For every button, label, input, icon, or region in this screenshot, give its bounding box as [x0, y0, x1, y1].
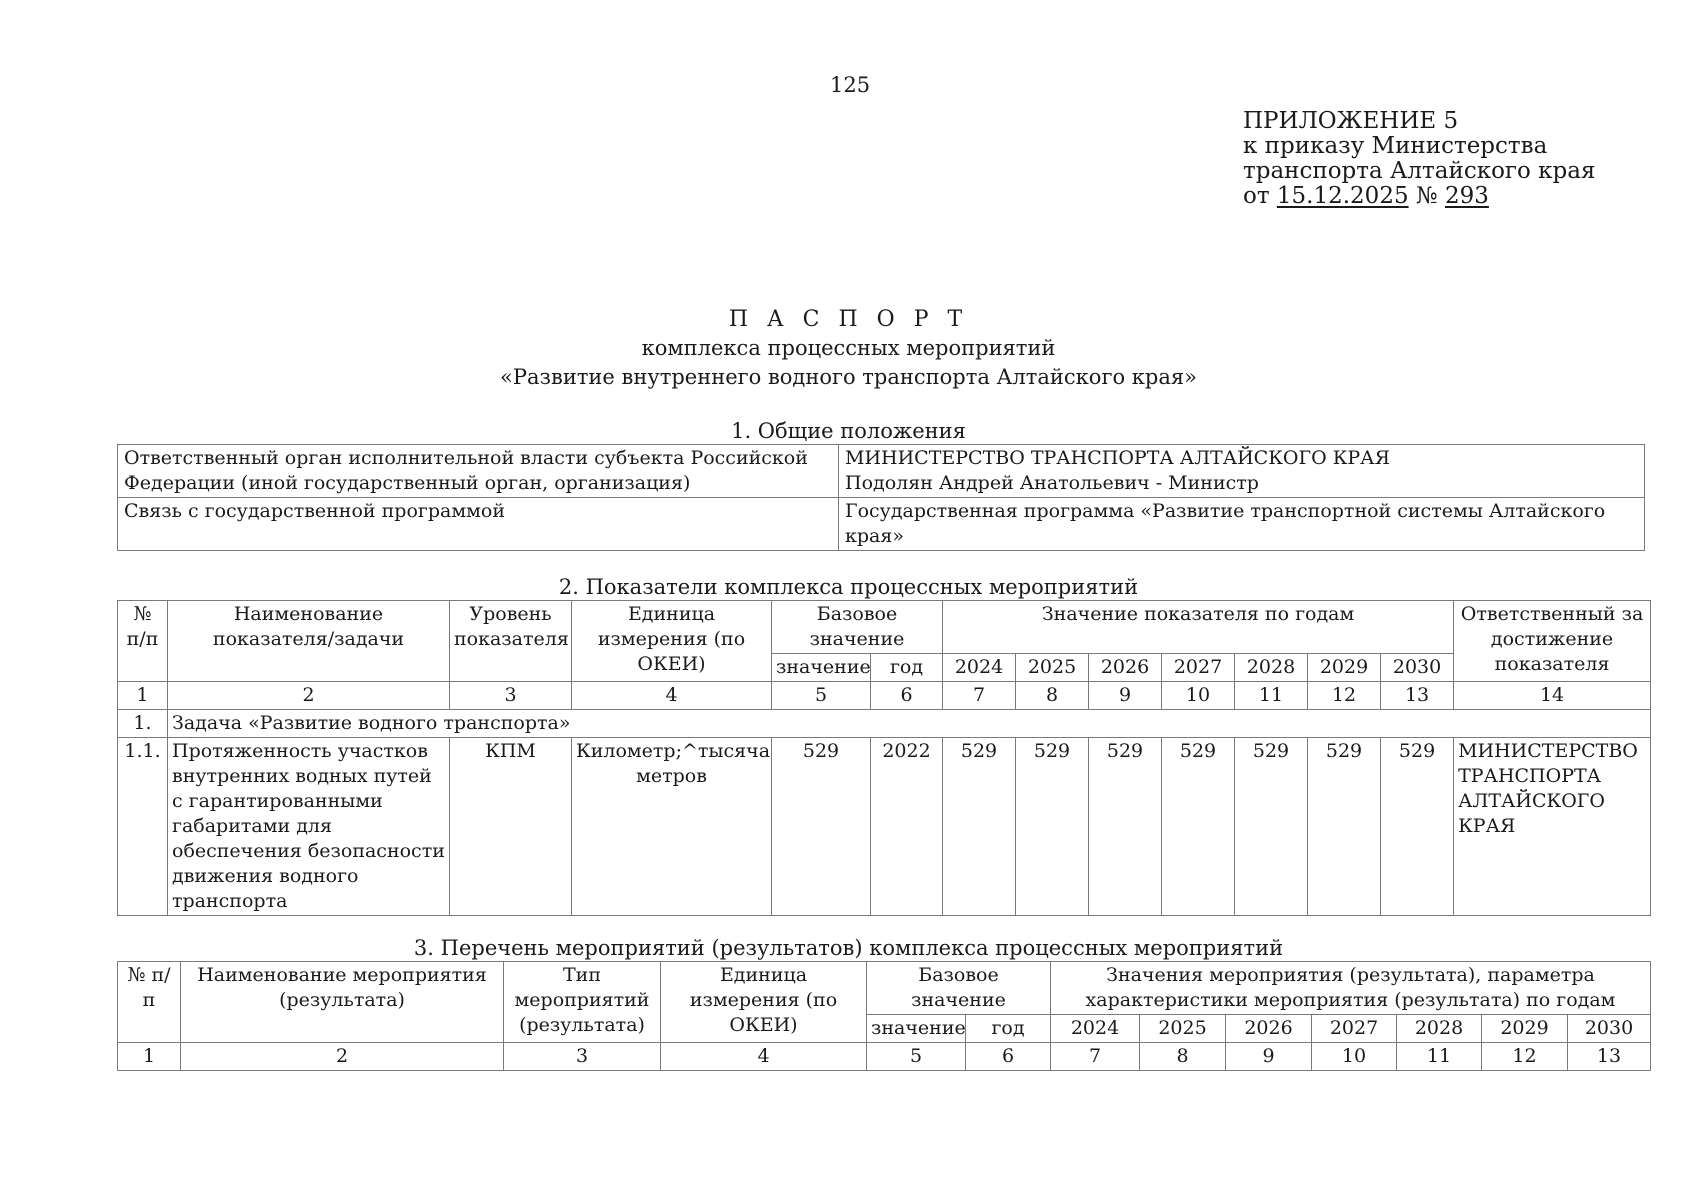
col-header: Значение показателя по годам — [943, 601, 1454, 654]
section3-heading: 3. Перечень мероприятий (результатов) комплекса процессных мероприятий — [413, 936, 1284, 960]
year-header: 2028 — [1235, 654, 1308, 682]
col-number-row — [118, 682, 1651, 710]
year-header: 2029 — [1308, 654, 1381, 682]
header-row — [118, 962, 1651, 1015]
col-header: значение — [867, 1015, 966, 1043]
col-header: Единица измерения (по ОКЕИ) — [572, 601, 772, 682]
year-header: 2024 — [943, 654, 1016, 682]
header-row — [118, 601, 1651, 654]
col-header: год — [871, 654, 943, 682]
row-label: Связь с государственной программой — [118, 498, 839, 551]
col-number: 3 — [504, 1043, 661, 1071]
activities-table — [117, 961, 1651, 1071]
task-row — [118, 710, 1651, 738]
year-value: 529 — [1089, 738, 1162, 916]
number-sign: № — [1415, 183, 1438, 209]
row-value: Государственная программа «Развитие транспортной системы Алтайского края» — [839, 498, 1645, 551]
year-value: 529 — [1162, 738, 1235, 916]
col-number: 6 — [871, 682, 943, 710]
date-prefix: от — [1243, 183, 1270, 209]
col-number: 12 — [1308, 682, 1381, 710]
responsible-org: МИНИСТЕРСТВО ТРАНСПОРТА АЛТАЙСКОГО КРАЯ — [845, 447, 1390, 469]
table-row — [118, 445, 1645, 498]
col-header: значение — [772, 654, 871, 682]
year-value: 529 — [1235, 738, 1308, 916]
col-number: 8 — [1140, 1043, 1226, 1071]
year-header: 2025 — [1140, 1015, 1226, 1043]
col-header: Значения мероприятия (результата), параметра характеристики мероприятия (результата) по годам — [1051, 962, 1651, 1015]
col-number: 1 — [118, 1043, 181, 1071]
year-header: 2026 — [1089, 654, 1162, 682]
year-value: 529 — [1016, 738, 1089, 916]
indicator-name: Протяженность участков внутренних водных путей с гарантированными габаритами для обеспечения безопасности движения водного транспорта — [168, 738, 450, 916]
col-number-row — [118, 1043, 1651, 1071]
indicator-unit: Километр;^тысяча метров — [572, 738, 772, 916]
col-number: 3 — [450, 682, 572, 710]
col-number: 9 — [1226, 1043, 1312, 1071]
general-info-table — [117, 444, 1645, 551]
year-header: 2027 — [1162, 654, 1235, 682]
indicators-table — [117, 600, 1651, 916]
col-number: 5 — [867, 1043, 966, 1071]
task-name: Задача «Развитие водного транспорта» — [168, 710, 1651, 738]
indicator-number: 1.1. — [118, 738, 168, 916]
col-header: № п/п — [118, 962, 181, 1043]
col-number: 12 — [1482, 1043, 1568, 1071]
col-number: 7 — [943, 682, 1016, 710]
year-header: 2030 — [1568, 1015, 1651, 1043]
col-number: 4 — [661, 1043, 867, 1071]
indicator-responsible: МИНИСТЕРСТВО ТРАНСПОРТА АЛТАЙСКОГО КРАЯ — [1454, 738, 1651, 916]
task-number: 1. — [118, 710, 168, 738]
col-number: 5 — [772, 682, 871, 710]
title-main: П А С П О Р Т — [728, 307, 969, 332]
col-header: Единица измерения (по ОКЕИ) — [661, 962, 867, 1043]
order-number: 293 — [1444, 183, 1489, 209]
col-number: 13 — [1381, 682, 1454, 710]
row-value — [839, 445, 1645, 498]
col-number: 7 — [1051, 1043, 1140, 1071]
indicator-level: КПМ — [450, 738, 572, 916]
col-header: Базовое значение — [867, 962, 1051, 1015]
year-header: 2027 — [1312, 1015, 1397, 1043]
appendix-title: ПРИЛОЖЕНИЕ 5 — [1243, 108, 1459, 134]
col-header: Наименование показателя/задачи — [168, 601, 450, 682]
page-number: 125 — [830, 73, 871, 97]
base-year: 2022 — [871, 738, 943, 916]
col-number: 9 — [1089, 682, 1162, 710]
col-number: 14 — [1454, 682, 1651, 710]
appendix-line: к приказу Министерства — [1243, 133, 1548, 159]
year-header: 2029 — [1482, 1015, 1568, 1043]
year-header: 2026 — [1226, 1015, 1312, 1043]
order-date: 15.12.2025 — [1276, 183, 1409, 209]
appendix-date-line — [1243, 184, 1595, 209]
col-number: 2 — [181, 1043, 504, 1071]
appendix-block — [1243, 109, 1595, 209]
title-sub: «Развитие внутреннего водного транспорта Алтайского края» — [500, 365, 1197, 389]
col-number: 8 — [1016, 682, 1089, 710]
col-number: 2 — [168, 682, 450, 710]
year-header: 2024 — [1051, 1015, 1140, 1043]
col-number: 4 — [572, 682, 772, 710]
col-number: 10 — [1312, 1043, 1397, 1071]
col-number: 13 — [1568, 1043, 1651, 1071]
col-header: Ответственный за достижение показателя — [1454, 601, 1651, 682]
responsible-person: Подолян Андрей Анатольевич - Министр — [845, 472, 1259, 494]
col-number: 1 — [118, 682, 168, 710]
year-header: 2028 — [1397, 1015, 1482, 1043]
section1-heading: 1. Общие положения — [731, 419, 966, 443]
col-header: год — [966, 1015, 1051, 1043]
row-label: Ответственный орган исполнительной власти субъекта Российской Федерации (иной государственный орган, организация) — [118, 445, 839, 498]
col-number: 6 — [966, 1043, 1051, 1071]
table-row — [118, 498, 1645, 551]
appendix-line: транспорта Алтайского края — [1243, 158, 1596, 184]
section2-heading: 2. Показатели комплекса процессных мероприятий — [558, 575, 1139, 599]
document-title — [0, 305, 1697, 392]
col-number: 10 — [1162, 682, 1235, 710]
year-value: 529 — [1381, 738, 1454, 916]
year-value: 529 — [943, 738, 1016, 916]
col-number: 11 — [1397, 1043, 1482, 1071]
year-header: 2030 — [1381, 654, 1454, 682]
col-header: Тип мероприятий (результата) — [504, 962, 661, 1043]
col-header: № п/п — [118, 601, 168, 682]
col-header: Базовое значение — [772, 601, 943, 654]
title-sub: комплекса процессных мероприятий — [641, 336, 1056, 360]
base-value: 529 — [772, 738, 871, 916]
year-header: 2025 — [1016, 654, 1089, 682]
col-number: 11 — [1235, 682, 1308, 710]
year-value: 529 — [1308, 738, 1381, 916]
col-header: Наименование мероприятия (результата) — [181, 962, 504, 1043]
indicator-row — [118, 738, 1651, 916]
col-header: Уровень показателя — [450, 601, 572, 682]
